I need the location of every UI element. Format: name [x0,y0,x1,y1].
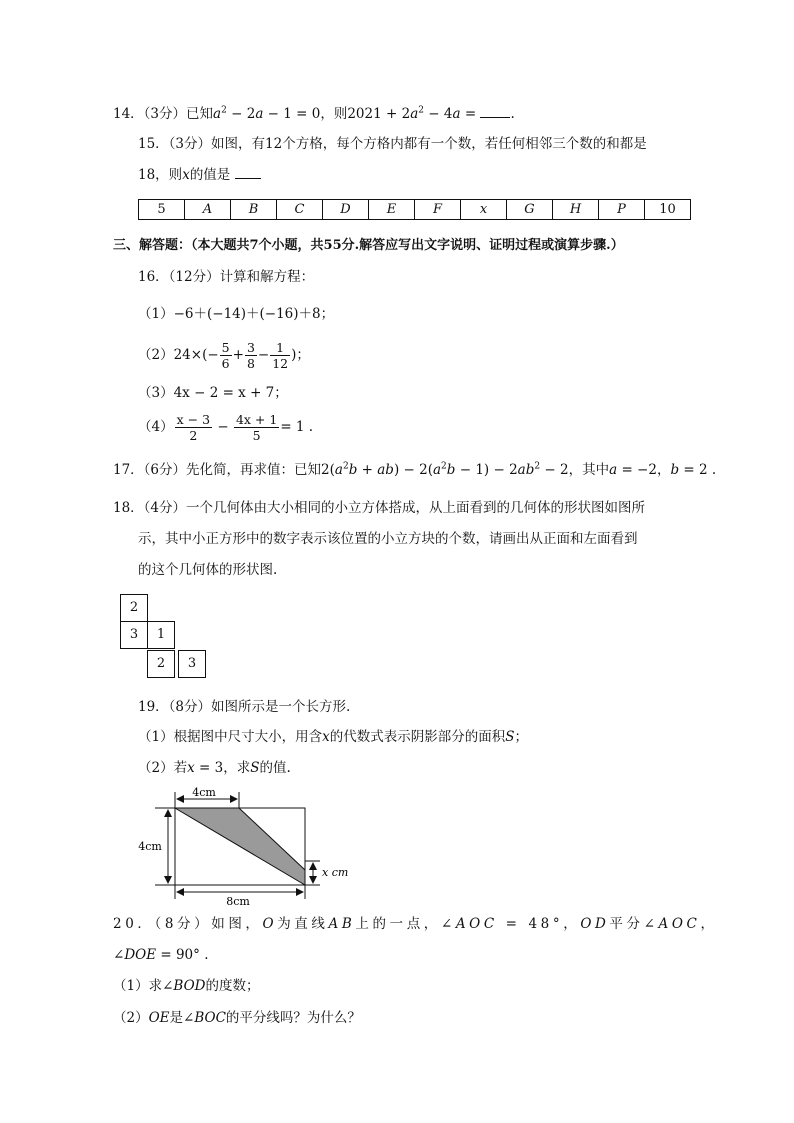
bottom-dimension-label: 8cm [226,895,250,907]
q20-part2: （2）OE是∠BOC的平分线吗？为什么？ [113,1010,361,1026]
left-dimension-label: 4cm [138,840,162,853]
q14-head: 14．（3分）已知 [113,106,214,122]
q16-part3: （3）4x − 2 = x + 7； [138,385,288,401]
strip-cell: G [507,200,553,220]
q15-answer-blank[interactable] [235,166,261,179]
strip-cell: x [461,200,507,220]
grid-cell: 3 [120,621,148,649]
q19-stem: 19．（8分）如图所示是一个长方形. [138,699,351,715]
strip-cell: 5 [139,200,185,220]
q20-line1: 20．（8分）如图，O为直线AB上的一点，∠AOC = 48°，OD平分∠AOC， [113,916,718,932]
section-3-title: 三、解答题：（本大题共7个小题，共55分.解答应写出文字说明、证明过程或演算步骤.） [113,238,624,253]
grid-cell: 2 [147,650,175,678]
q16-part2: （2）24×(− $\frac{5}{6}$ + $\frac{3}{8}$ − $\frac{1}{12}$ )； [138,340,310,371]
q16-stem: 16．（12分）计算和解方程： [138,269,315,285]
q18-line3: 的这个几何体的形状图. [138,562,278,578]
q15-line2: 18，则x的值是 [138,165,261,185]
strip-cell: F [415,200,461,220]
q18-line1: 18．（4分）一个几何体由大小相同的小立方体搭成，从上面看到的几何体的形状图如图所 [113,500,646,516]
q15-number-strip [138,199,691,220]
shaded-region [175,808,305,885]
strip-cell: D [323,200,369,220]
q16-part4: （4） $\frac{x - 3}{2}$ − $\frac{4x + 1}{5}$ = 1 . [138,412,314,443]
q19-rectangle-figure [130,782,360,907]
top-dimension-label: 4cm [192,786,216,799]
q15-line1: 15．（3分）如图，有12个方格，每个方格内都有一个数，若任何相邻三个数的和都是 [138,136,647,152]
strip-cell: P [599,200,645,220]
q20-line2: ∠DOE = 90° . [113,947,209,963]
q14-mid: ，则 [320,106,348,122]
q17-line: 17．（6分）先化简，再求值：已知$2(a^2b + ab) - 2(a^2b - 1) - 2ab^2 - 2$，其中a = −2，b = 2 . [113,461,717,478]
strip-cell: C [277,200,323,220]
grid-cell: 1 [147,621,175,649]
q19-part1: （1）根据图中尺寸大小，用含x的代数式表示阴影部分的面积S； [138,729,528,745]
strip-cell: H [553,200,599,220]
q19-part2: （2）若x = 3，求S的值. [138,760,291,776]
q18-line2: 示，其中小正方形中的数字表示该位置的小立方块的个数，请画出从正面和左面看到 [138,531,638,547]
strip-cell: A [185,200,231,220]
strip-cell: 10 [645,200,691,220]
grid-cell: 2 [120,594,148,622]
q20-part1: （1）求∠BOD的度数； [113,978,260,994]
strip-cell: E [369,200,415,220]
q14-answer-blank[interactable] [480,105,510,118]
q16-part1: （1）−6＋(−14)＋(−16)＋8； [138,306,335,322]
right-dimension-label: x cm [322,866,349,879]
q14-line: 14．（3分）已知$a^2 - 2a - 1 = 0$，则$2021 + 2a^2 - 4a$ = . [113,105,515,122]
grid-cell: 3 [178,650,206,678]
strip-cell: B [231,200,277,220]
